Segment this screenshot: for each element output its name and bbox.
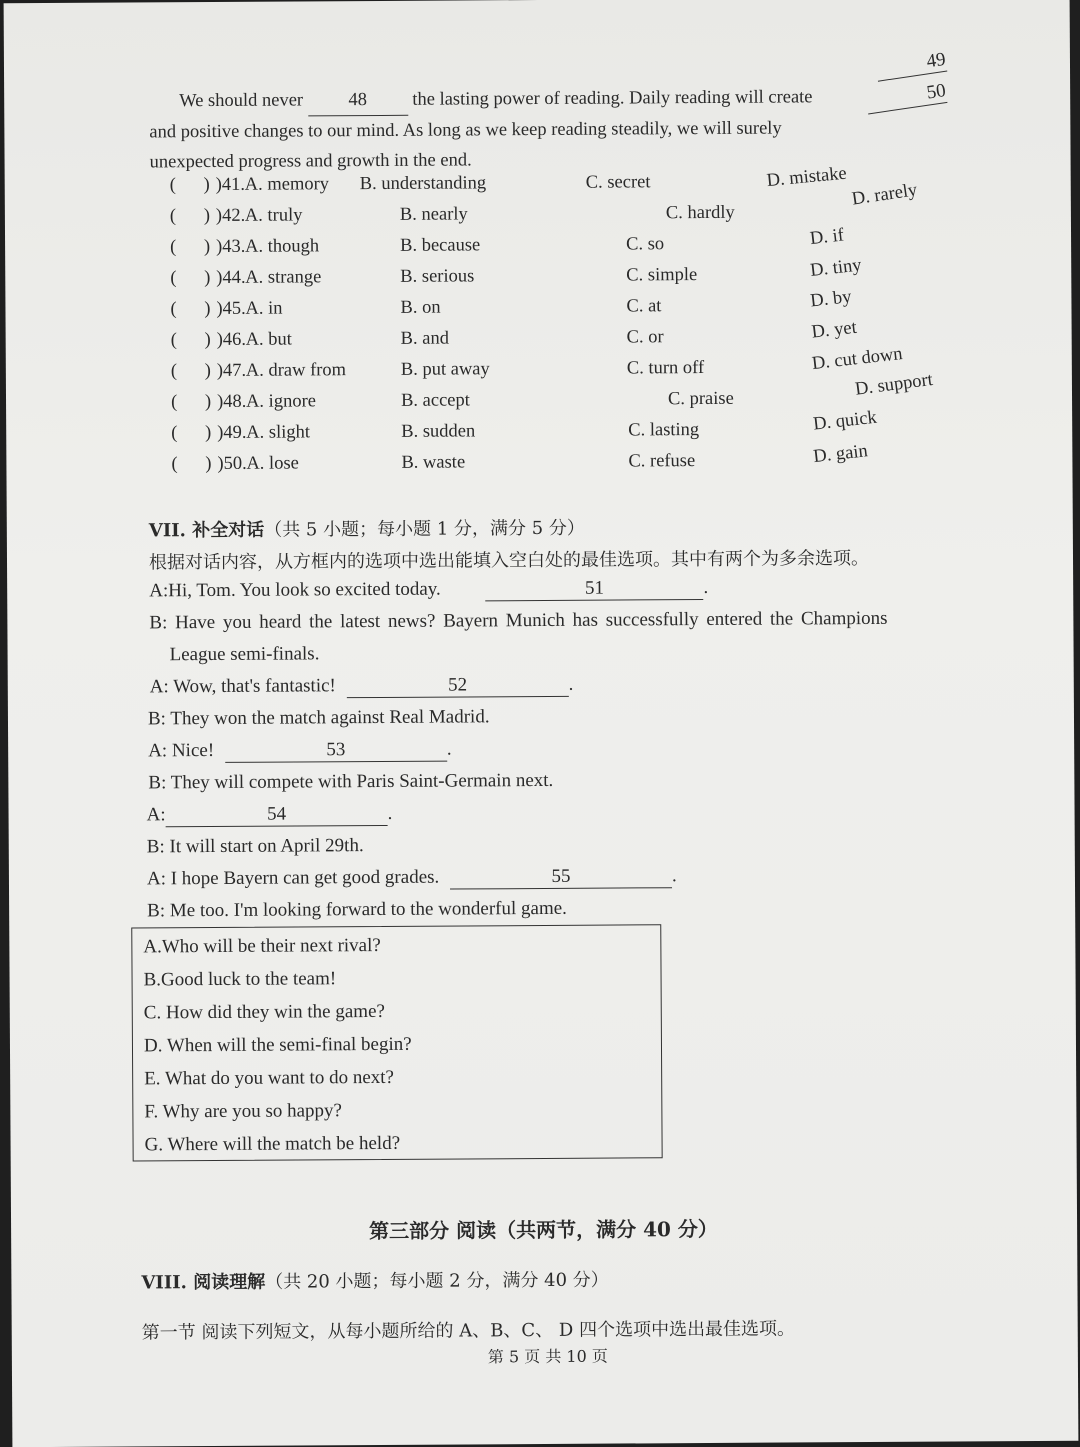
option-b: B. put away xyxy=(400,359,490,380)
option-a: A. but xyxy=(245,329,292,350)
dialog-line: A: Nice! 53 . xyxy=(148,738,452,762)
question-number: )46. xyxy=(216,329,247,350)
option-c: C. or xyxy=(626,327,664,348)
option-b: B. nearly xyxy=(399,204,468,225)
passage-line2: and positive changes to our mind. As long as we keep reading steadily, we will surely xyxy=(149,118,782,143)
choice-a: A.Who will be their next rival? xyxy=(143,934,381,958)
option-c: C. lasting xyxy=(628,420,700,441)
option-c: C. so xyxy=(626,234,665,255)
question-number: )42. xyxy=(215,205,246,226)
question-number: )48. xyxy=(216,391,247,412)
section-7-heading xyxy=(149,514,585,543)
answer-bracket[interactable]: ( ) xyxy=(171,454,212,475)
dialog-line: B: Have you heard the latest news? Bayern Munich has successfully entered the Champions xyxy=(149,607,888,634)
option-c: C. at xyxy=(626,296,662,317)
option-a: A. truly xyxy=(244,205,303,226)
passage-line1-post: the lasting power of reading. Daily reading will create xyxy=(412,87,813,110)
blank-48: 48 xyxy=(308,85,408,117)
option-d: D. by xyxy=(809,287,853,312)
answer-bracket[interactable]: ( ) xyxy=(171,423,212,444)
answer-bracket[interactable]: ( ) xyxy=(169,175,210,196)
choice-g: G. Where will the match be held? xyxy=(144,1132,401,1156)
option-b: B. waste xyxy=(401,452,466,473)
option-d: D. cut down xyxy=(810,344,904,375)
option-c: C. praise xyxy=(667,388,734,410)
option-c: C. refuse xyxy=(628,451,696,472)
blank-49: 49 xyxy=(875,49,948,82)
blank-51[interactable]: 51 xyxy=(485,577,703,601)
option-c: C. turn off xyxy=(626,357,705,379)
question-number: )49. xyxy=(217,422,247,443)
option-c: C. hardly xyxy=(665,202,735,224)
option-b: B. understanding xyxy=(359,173,487,195)
dialog-line: B: They won the match against Real Madrid. xyxy=(147,706,490,730)
question-number: )47. xyxy=(216,360,247,381)
section-7-title: VII. 补全对话 xyxy=(148,519,265,542)
option-d: D. support xyxy=(853,369,934,400)
option-d: D. quick xyxy=(812,407,878,435)
dialog-line: A: Wow, that's fantastic! 52 . xyxy=(149,673,574,698)
dialog-line: A:Hi, Tom. You look so excited today. 51 . xyxy=(149,576,709,602)
option-d: D. mistake xyxy=(765,163,848,192)
dialog-line: B: It will start on April 29th. xyxy=(146,835,364,858)
dialog-line: League semi-finals. xyxy=(169,643,320,666)
dialog-line: B: Me too. I'm looking forward to the wonderful game. xyxy=(147,897,567,922)
dialog-line: B: They will compete with Paris Saint-Germain next. xyxy=(148,769,554,794)
option-row-41 xyxy=(169,163,970,206)
choice-d: D. When will the semi-final begin? xyxy=(143,1033,412,1057)
option-c: C. simple xyxy=(626,265,698,286)
cloze-passage xyxy=(149,82,813,177)
question-number: )41. xyxy=(215,174,246,195)
option-b: B. sudden xyxy=(401,421,476,442)
option-d: D. if xyxy=(808,225,845,250)
dialog-choices-box xyxy=(131,924,662,1161)
option-a: A. though xyxy=(245,236,320,257)
option-b: B. because xyxy=(400,235,481,256)
choice-b: B.Good luck to the team! xyxy=(143,968,337,991)
option-b: B. on xyxy=(400,297,441,318)
section-8-heading xyxy=(141,1266,609,1295)
question-number: )45. xyxy=(216,298,246,319)
section-8-note: （共 20 小题；每小题 2 分，满分 40 分） xyxy=(265,1269,609,1293)
option-a: A. ignore xyxy=(245,391,316,412)
dialog-line: A: I hope Bayern can get good grades. 55 . xyxy=(146,865,677,890)
option-a: A. lose xyxy=(246,453,299,474)
option-row-50 xyxy=(171,441,971,485)
section-8-title: VIII. 阅读理解 xyxy=(141,1271,266,1294)
answer-bracket[interactable]: ( ) xyxy=(170,361,211,382)
blank-54[interactable]: 54 xyxy=(165,803,387,827)
dialog-line: A: 54 . xyxy=(146,802,393,826)
option-a: A. draw from xyxy=(245,360,347,381)
choice-e: E. What do you want to do next? xyxy=(144,1066,394,1090)
choice-c: C. How did they win the game? xyxy=(143,1000,385,1024)
option-a: A. strange xyxy=(245,267,322,288)
question-number: )43. xyxy=(216,236,246,257)
option-c: C. secret xyxy=(585,172,651,193)
blank-50: 50 xyxy=(865,80,947,114)
question-number: )50. xyxy=(217,453,247,474)
option-d: D. gain xyxy=(812,441,869,468)
option-b: B. accept xyxy=(400,390,470,411)
answer-bracket[interactable]: ( ) xyxy=(170,237,211,258)
part-3-title: 第三部分 阅读（共两节，满分 40 分） xyxy=(369,1216,718,1244)
answer-bracket[interactable]: ( ) xyxy=(170,268,211,289)
section-7-note: （共 5 小题；每小题 1 分，满分 5 分） xyxy=(264,517,585,541)
option-d: D. tiny xyxy=(809,255,863,281)
section-8-instruction: 第一节 阅读下列短文，从每小题所给的 A、B、C、 D 四个选项中选出最佳选项。 xyxy=(141,1318,796,1344)
option-row-47 xyxy=(170,344,971,392)
answer-bracket[interactable]: ( ) xyxy=(170,299,211,320)
blank-53[interactable]: 53 xyxy=(225,739,447,763)
exam-page xyxy=(4,0,1079,1447)
section-7-instruction: 根据对话内容，从方框内的选项中选出能填入空白处的最佳选项。其中有两个为多余选项。 xyxy=(148,547,870,574)
answer-bracket[interactable]: ( ) xyxy=(170,330,211,351)
question-number: )44. xyxy=(216,267,246,288)
option-a: A. in xyxy=(245,298,283,319)
cloze-options xyxy=(169,163,972,485)
option-d: D. yet xyxy=(810,317,858,343)
answer-bracket[interactable]: ( ) xyxy=(170,392,212,413)
choice-f: F. Why are you so happy? xyxy=(144,1100,343,1123)
option-d: D. rarely xyxy=(850,180,919,210)
answer-bracket[interactable]: ( ) xyxy=(169,206,211,227)
option-a: A. memory xyxy=(244,174,330,195)
option-b: B. serious xyxy=(400,266,475,287)
passage-line1-pre: We should never xyxy=(179,90,304,112)
option-a: A. slight xyxy=(246,422,311,443)
option-b: B. and xyxy=(400,328,450,349)
blank-55[interactable]: 55 xyxy=(450,865,672,889)
page-number: 第 5 页 共 10 页 xyxy=(487,1346,608,1367)
blank-52[interactable]: 52 xyxy=(347,674,569,698)
passage-line3: unexpected progress and growth in the end. xyxy=(149,150,472,173)
